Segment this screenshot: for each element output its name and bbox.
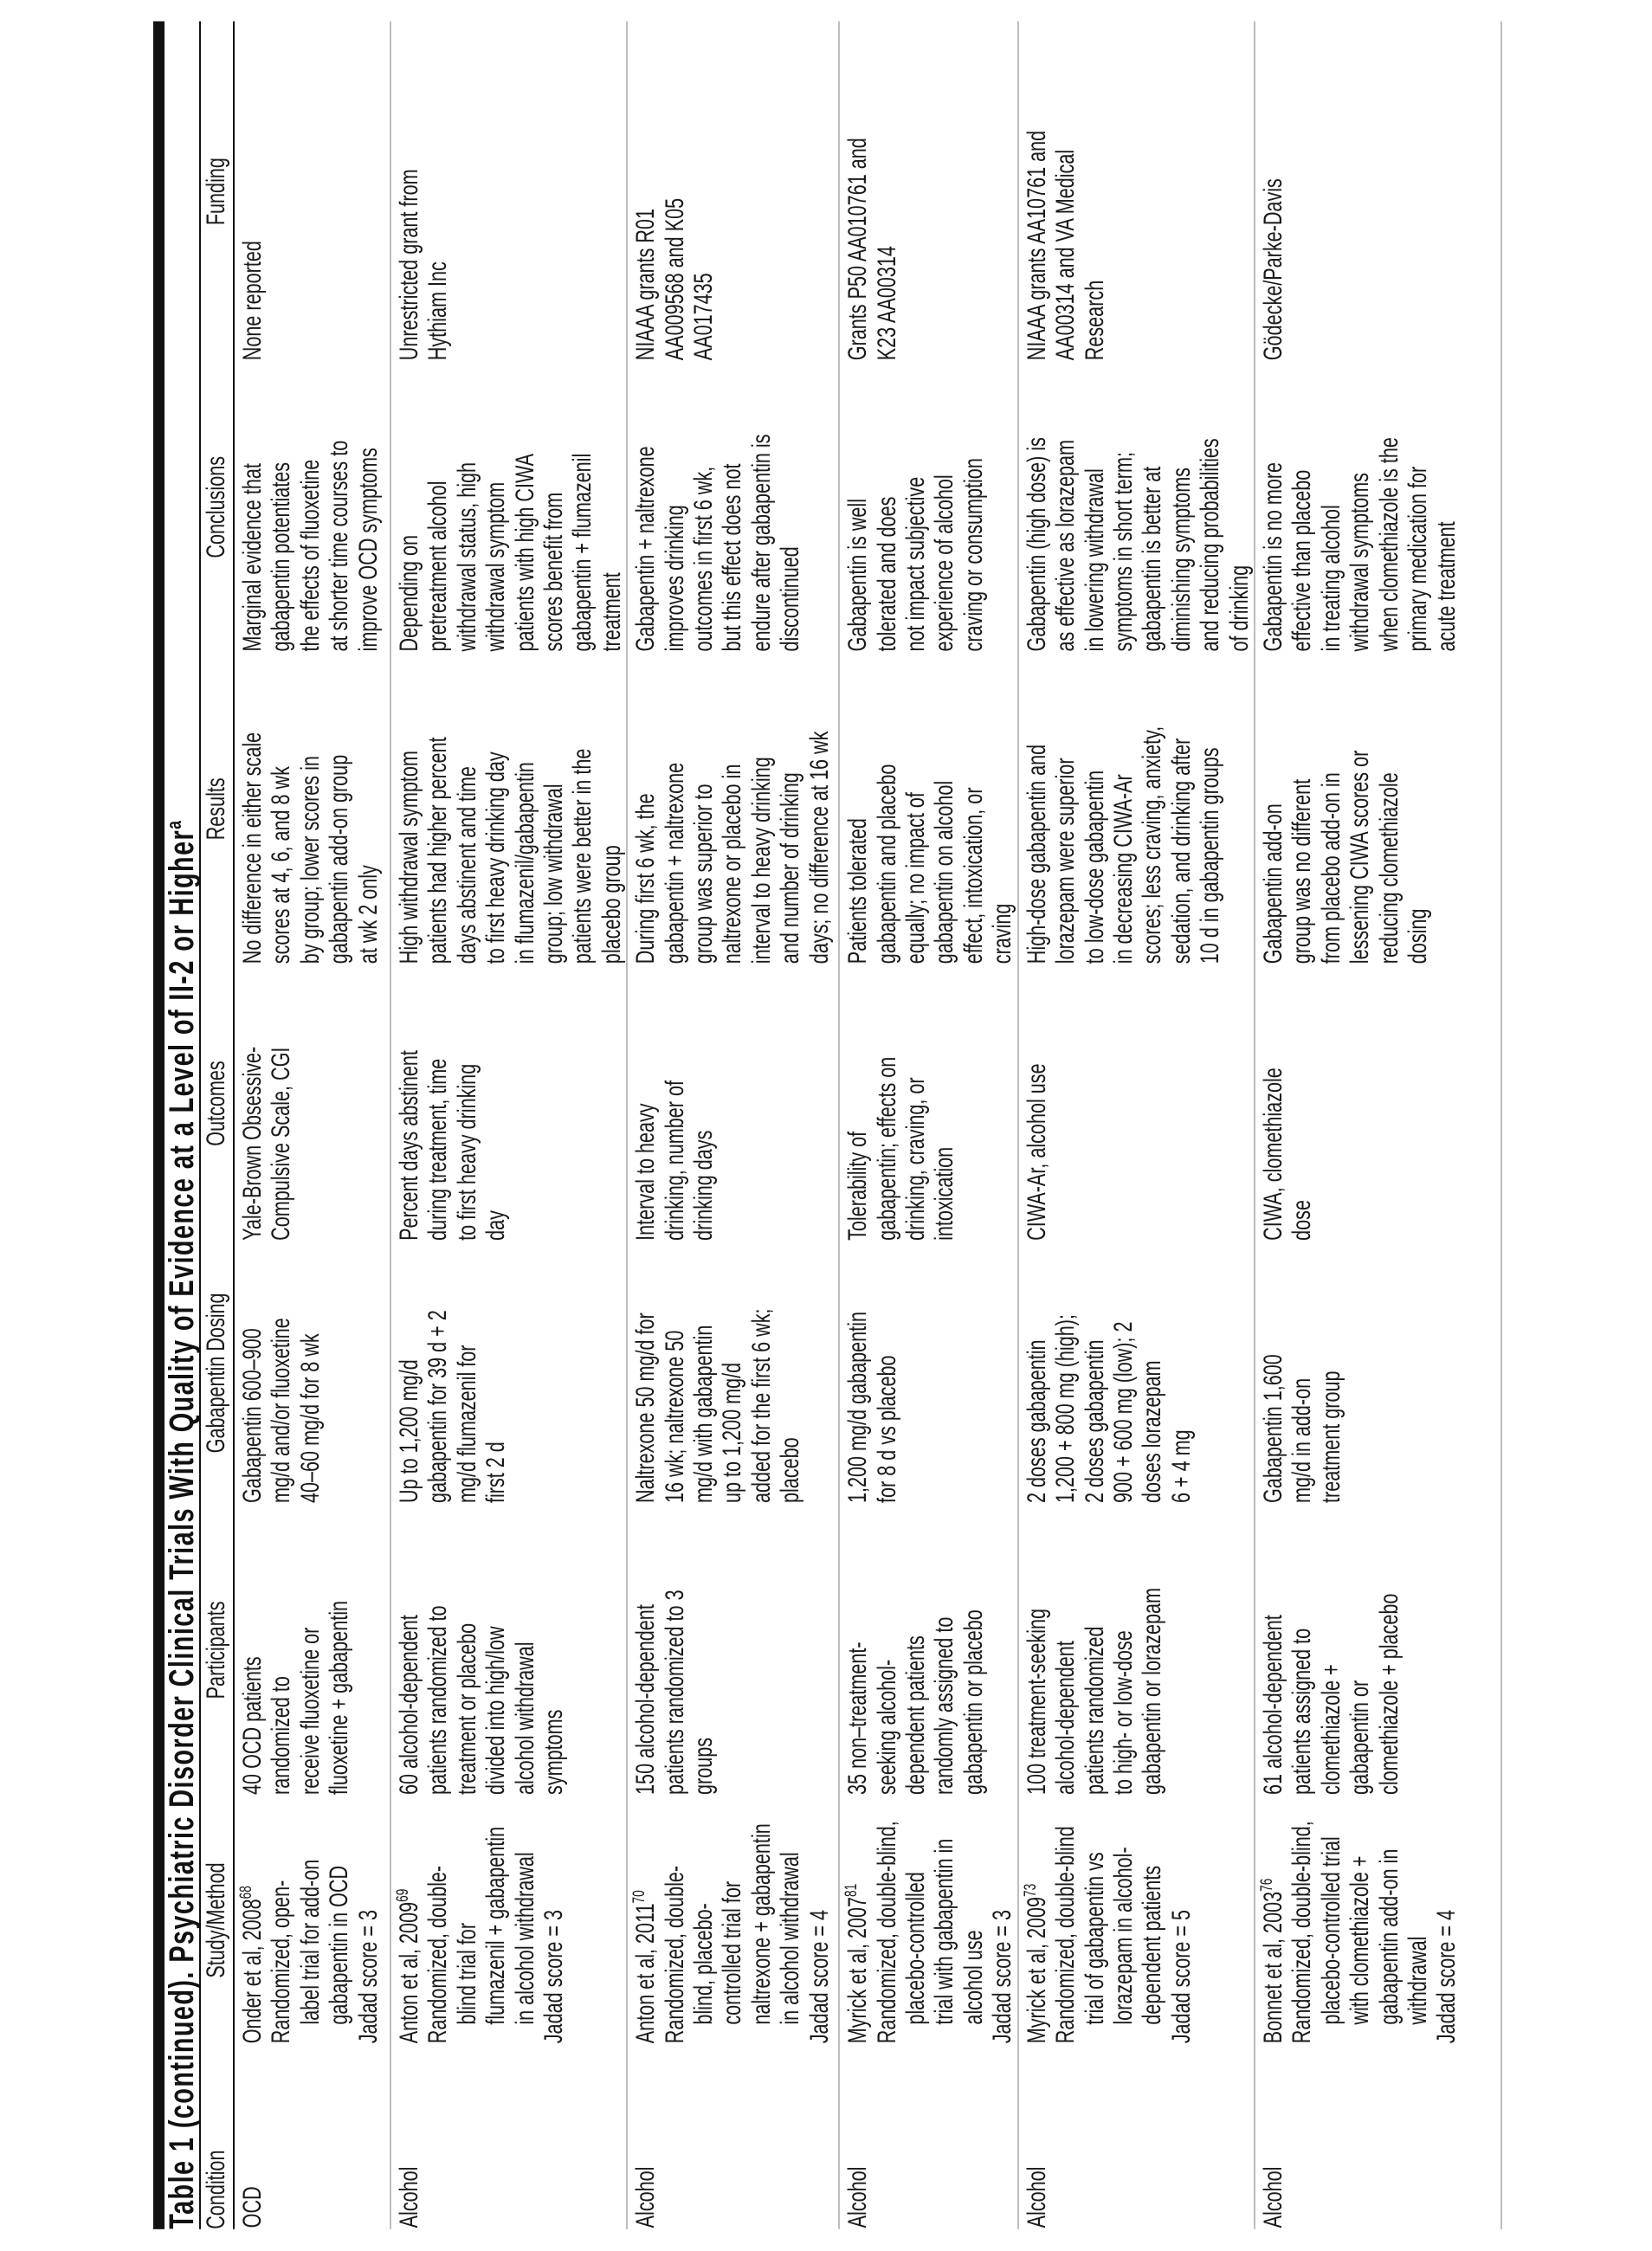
study-reference <box>1023 1800 1051 2044</box>
cell-condition: Alcohol <box>1022 2166 1051 2228</box>
study-reference-text: Anton et al, 2009 <box>395 1901 423 2044</box>
table-row <box>235 22 391 2229</box>
cell-dosing: Gabapentin 600–900 mg/d and/or fluoxetine 40–60 mg/d for 8 wk <box>238 1318 325 1503</box>
study-reference <box>238 1800 267 2044</box>
cell-condition: Alcohol <box>631 2166 661 2228</box>
cell-study-method <box>235 1796 390 2044</box>
header-outcomes: Outcomes <box>202 1061 230 1146</box>
cell-study-method <box>391 1796 626 2044</box>
header-dosing: Gabapentin Dosing <box>202 1293 230 1454</box>
header-funding: Funding <box>202 158 230 226</box>
table-header-row <box>201 22 235 2229</box>
cell-results: No difference in either scale scores at 4, 6, and 8 wk by group; lower scores in gabapentin add-on group at wk 2 only <box>238 732 383 964</box>
cell-outcomes: CIWA, clomethiazole dose <box>1258 1067 1317 1241</box>
jadad-score: Jadad score = 3 <box>539 1909 569 2044</box>
study-reference-text: Onder et al, 2008 <box>238 1899 267 2044</box>
study-method: Randomized, double- blind trial for flumazenil + gabapentin in alcohol withdrawal <box>423 1826 539 2044</box>
cell-funding: None reported <box>238 241 267 361</box>
cell-results: High withdrawal symptom patients had higher percent days abstinent and time to first heavy drinking day in flumazenil/gabapentin group; low withdrawal patients were better in the placebo group <box>395 737 626 964</box>
table-row <box>391 22 628 2229</box>
study-method: Randomized, double-blind, placebo-controlled trial with gabapentin in alcohol use <box>872 1821 988 2044</box>
cell-condition: Alcohol <box>843 2166 873 2228</box>
cell-condition: OCD <box>238 2186 267 2228</box>
cell-participants: 40 OCD patients randomized to receive fluoxetine or fluoxetine + gabapentin <box>238 1600 354 1795</box>
study-reference-text: Myrick et al, 2007 <box>843 1896 873 2044</box>
study-method: Randomized, double- blind, placebo- controlled trial for naltrexone + gabapentin in alcohol withdrawal <box>660 1823 805 2044</box>
footnote-mark: a <box>163 819 186 829</box>
cell-funding: NIAAA grants R01 AA009568 and K05 AA017435 <box>631 197 719 361</box>
study-reference <box>843 1800 872 2044</box>
study-method: Randomized, double-blind, placebo-controlled trial with clomethiazole + gabapentin add-on in withdrawal <box>1287 1821 1432 2044</box>
citation-number: 73 <box>1021 1883 1040 1897</box>
cell-conclusions: Marginal evidence that gabapentin potentiates the effects of fluoxetine at shorter time courses to improve OCD symptoms <box>238 440 383 652</box>
cell-study-method <box>840 1796 1016 2044</box>
cell-funding: Unrestricted grant from Hythiam Inc <box>395 169 453 361</box>
cell-participants: 100 treatment-seeking alcohol-dependent patients randomized to high- or low-dose gabapentin or lorazepam <box>1022 1587 1167 1795</box>
cell-participants: 61 alcohol-dependent patients assigned to clomethiazole + gabapentin or clomethiazole + placebo <box>1258 1593 1404 1795</box>
trials-table <box>199 22 1502 2229</box>
cell-funding: Grants P50 AA010761 and K23 AA00314 <box>843 138 901 361</box>
citation-number: 81 <box>842 1883 861 1897</box>
cell-dosing: Up to 1,200 mg/d gabapentin for 39 d + 2 mg/d flumazenil for first 2 d <box>395 1310 511 1503</box>
citation-number: 69 <box>394 1888 412 1902</box>
cell-results: Patients tolerated gabapentin and placebo equally; no impact of gabapentin on alcohol effect, intoxication, or craving <box>843 764 1017 964</box>
cell-conclusions: Gabapentin (high dose) is as effective as lorazepam in lowering withdrawal symptoms in short term; gabapentin is better at diminishing symptoms and reducing probabilities of drinking <box>1022 437 1254 652</box>
jadad-score: Jadad score = 5 <box>1166 1909 1196 2044</box>
cell-condition: Alcohol <box>395 2166 423 2228</box>
cell-outcomes: Percent days abstinent during treatment, time to first heavy drinking day <box>395 1050 511 1241</box>
table-row <box>1255 22 1502 2229</box>
table-title <box>165 820 199 2229</box>
table-title-text: Table 1 (continued). Psychiatric Disorder Clinical Trials With Quality of Evidence at a Level of II-2 or Higher <box>163 829 201 2229</box>
cell-outcomes: Yale-Brown Obsessive- Compulsive Scale, CGI <box>238 1046 296 1241</box>
header-results: Results <box>202 777 230 841</box>
study-method: Randomized, open- label trial for add-on gabapentin in OCD <box>267 1859 354 2044</box>
cell-outcomes: CIWA-Ar, alcohol use <box>1022 1063 1051 1241</box>
cell-dosing: Gabapentin 1,600 mg/d in add-on treatment group <box>1258 1354 1345 1503</box>
study-reference <box>395 1800 423 2044</box>
cell-dosing: 2 doses gabapentin 1,200 + 800 mg (high); 2 doses gabapentin 900 + 600 mg (low); 2 doses lorazepam 6 + 4 mg <box>1022 1314 1196 1503</box>
cell-results: During first 6 wk, the gabapentin + naltrexone group was superior to naltrexone or placebo in interval to heavy drinking and number of drinking days; no difference at 16 wk <box>631 731 834 964</box>
cell-dosing: 1,200 mg/d gabapentin for 8 d vs placebo <box>843 1312 901 1503</box>
cell-conclusions: Gabapentin + naltrexone improves drinking outcomes in first 6 wk, but this effect does not endure after gabapentin is discontinued <box>631 434 805 652</box>
table-row <box>840 22 1018 2229</box>
cell-study-method <box>1255 1796 1500 2044</box>
study-reference <box>1259 1800 1287 2044</box>
header-participants: Participants <box>202 1601 230 1700</box>
cell-participants: 150 alcohol-dependent patients randomized to 3 groups <box>631 1590 719 1795</box>
header-study-method: Study/Method <box>202 1862 230 1978</box>
citation-number: 70 <box>630 1890 649 1904</box>
citation-number: 76 <box>1257 1878 1276 1892</box>
cell-funding: NIAAA grants AA10761 and AA00314 and VA Medical Research <box>1022 130 1109 361</box>
cell-condition: Alcohol <box>1258 2166 1287 2228</box>
cell-outcomes: Tolerability of gabapentin; effects on drinking, craving, or intoxication <box>843 1056 959 1241</box>
jadad-score: Jadad score = 3 <box>988 1909 1017 2044</box>
table-row <box>628 22 840 2229</box>
study-reference-text: Anton et al, 2011 <box>631 1903 661 2044</box>
cell-results: High-dose gabapentin and lorazepam were superior to low-dose gabapentin in decreasing CIWA-Ar scores; less craving, anxiety, sedation, and drinking after 10 d in gabapentin groups <box>1022 726 1225 964</box>
cell-participants: 60 alcohol-dependent patients randomized to treatment or placebo divided into high/low alcohol withdrawal symptoms <box>395 1605 569 1795</box>
cell-results: Gabapentin add-on group was no different from placebo add-on in lessening CIWA scores or reducing clomethiazole dosing <box>1258 750 1432 964</box>
study-method: Randomized, double-blind trial of gabapentin vs lorazepam in alcohol- dependent patients <box>1051 1826 1167 2044</box>
study-reference-text: Myrick et al, 2009 <box>1022 1896 1051 2044</box>
cell-study-method <box>1019 1796 1254 2044</box>
cell-funding: Gödecke/Parke-Davis <box>1258 178 1287 361</box>
citation-number: 68 <box>237 1886 255 1899</box>
cell-conclusions: Gabapentin is well tolerated and does not impact subjective experience of alcohol craving or consumption <box>843 458 988 652</box>
header-conclusions: Conclusions <box>202 455 230 558</box>
study-reference <box>631 1800 660 2044</box>
cell-participants: 35 non–treatment- seeking alcohol- dependent patients randomly assigned to gabapentin or placebo <box>843 1609 988 1795</box>
table-row <box>1019 22 1255 2229</box>
jadad-score: Jadad score = 4 <box>1432 1909 1462 2044</box>
cell-conclusions: Depending on pretreatment alcohol withdrawal status, high withdrawal symptom patients with high CIWA scores benefit from gabapentin + flumazenil treatment <box>395 453 626 652</box>
cell-dosing: Naltrexone 50 mg/d for 16 wk; naltrexone 50 mg/d with gabapentin up to 1,200 mg/d added for the first 6 wk; placebo <box>631 1308 805 1503</box>
study-reference-text: Bonnet et al, 2003 <box>1258 1891 1287 2044</box>
jadad-score: Jadad score = 4 <box>804 1909 834 2044</box>
cell-outcomes: Interval to heavy drinking, number of drinking days <box>631 1080 719 1241</box>
cell-study-method <box>628 1796 838 2044</box>
jadad-score: Jadad score = 3 <box>353 1909 383 2044</box>
header-condition: Condition <box>202 2150 230 2229</box>
cell-conclusions: Gabapentin is no more effective than placebo in treating alcohol withdrawal symptoms when clomethiazole is the primary medication for acute treatment <box>1258 437 1462 652</box>
